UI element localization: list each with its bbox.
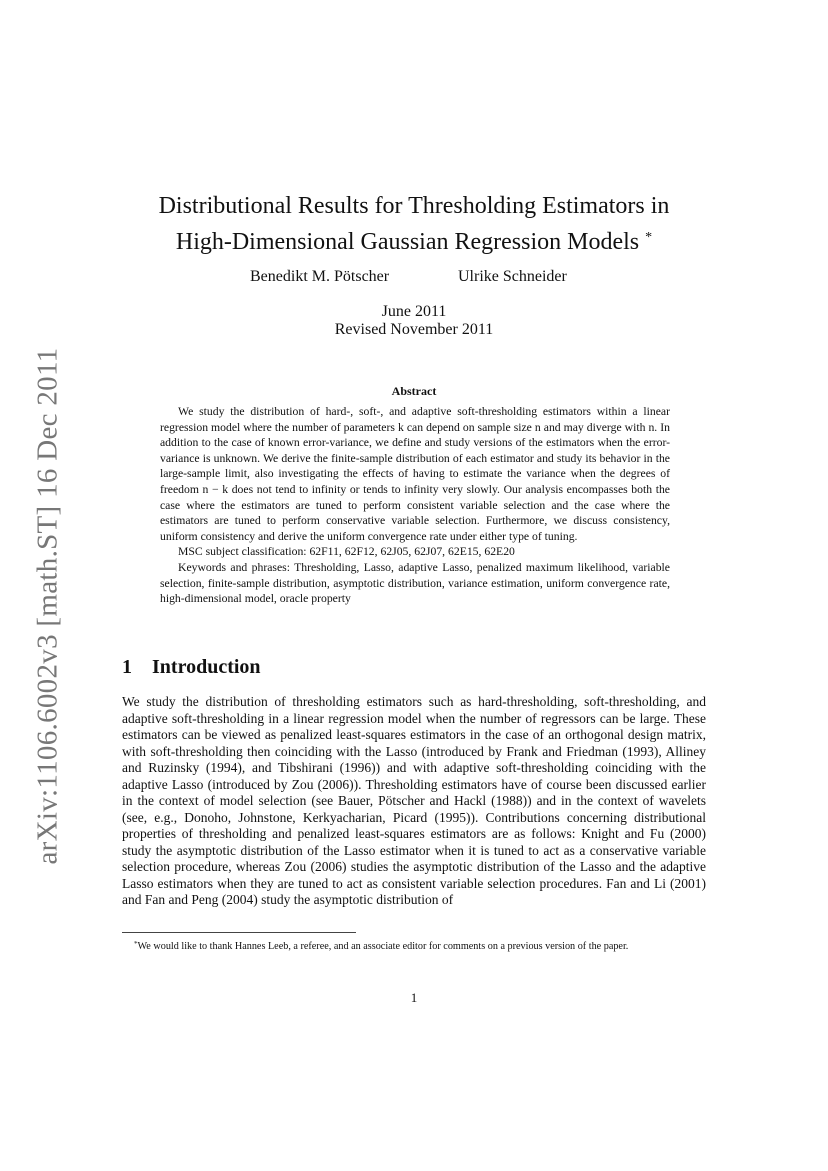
arxiv-identifier: arXiv:1106.6002v3 [math.ST] 16 Dec 2011 — [31, 347, 64, 865]
abstract-heading: Abstract — [391, 384, 437, 398]
author-2: Ulrike Schneider — [458, 268, 567, 285]
section-heading — [122, 656, 261, 679]
msc-classification: MSC subject classification: 62F11, 62F12, 62J05, 62J07, 62E15, 62E20 — [178, 545, 515, 559]
title-line-2-text: High-Dimensional Gaussian Regression Models — [175, 229, 640, 255]
title-footnote-mark: * — [645, 230, 653, 245]
title-line-1: Distributional Results for Thresholding Estimators in — [158, 193, 670, 219]
title-line-2 — [150, 222, 678, 258]
footnote-rule — [122, 932, 356, 933]
date-line-2: Revised November 2011 — [334, 321, 494, 338]
footnote — [122, 938, 706, 953]
keywords: Keywords and phrases: Thresholding, Lasso, adaptive Lasso, penalized maximum likelihood, variable selection, finite-sample distribution, asymptotic distribution, variance estimation, uniform convergence rate, high-dimensional model, oracle property — [160, 560, 670, 606]
footnote-paragraph — [122, 938, 706, 953]
abstract-body: We study the distribution of hard-, soft-, and adaptive soft-thresholding estimators within a linear regression model where the number of parameters k can depend on sample size n and may diverge with n. In addition to the case of known error-variance, we define and study versions of the estimators when the error-variance is unknown. We derive the finite-sample distribution of each estimator and study its behavior in the large-sample limit, also investigating the effects of having to estimate the variance when the degrees of freedom n − k does not tend to infinity or tends to infinity very slowly. Our analysis encompasses both the case where the estimators are tuned to perform consistent variable selection and the case where the estimators are tuned to perform conservative variable selection. Furthermore, we discuss consistency, uniform consistency and derive the uniform convergence rate under either type of tuning. — [160, 405, 670, 543]
paper-title — [150, 190, 678, 258]
intro-paragraph: We study the distribution of thresholding estimators such as hard-thresholding, soft-thresholding, and adaptive soft-thresholding in a linear regression model when the number of regressors can be large. These estimators can be viewed as penalized least-squares estimators in the case of an orthogonal design matrix, with soft-thresholding then coinciding with the Lasso (introduced by Frank and Friedman (1993), Alliney and Ruzinsky (1994), and Tibshirani (1996)) and with adaptive soft-thresholding coinciding with the adaptive Lasso (introduced by Zou (2006)). Thresholding estimators have of course been discussed earlier in the context of model selection (see Bauer, Pötscher and Hackl (1988)) and in the context of wavelets (see, e.g., Donoho, Johnstone, Kerkyacharian, Picard (1995)). Contributions concerning distributional properties of thresholding and penalized least-squares estimators are as follows: Knight and Fu (2000) study the asymptotic distribution of the Lasso estimator when it is tuned to act as a conservative variable selection procedure, whereas Zou (2006) studies the asymptotic distribution of the Lasso and the adaptive Lasso estimators when they are tuned to act as consistent variable selection procedures. Fan and Li (2001) and Fan and Peng (2004) study the asymptotic distribution of — [122, 694, 706, 907]
dates — [150, 303, 678, 339]
author-1: Benedikt M. Pötscher — [250, 268, 390, 285]
section-title: Introduction — [152, 656, 261, 678]
footnote-text: We would like to thank Hannes Leeb, a referee, and an associate editor for comments on a previous version of the paper. — [137, 941, 629, 952]
page-number: 1 — [410, 990, 418, 1005]
section-number: 1 — [122, 656, 132, 678]
introduction-body — [122, 694, 706, 909]
footnote-mark: * — [134, 940, 138, 948]
abstract — [160, 404, 670, 607]
date-line-1: June 2011 — [381, 303, 447, 320]
